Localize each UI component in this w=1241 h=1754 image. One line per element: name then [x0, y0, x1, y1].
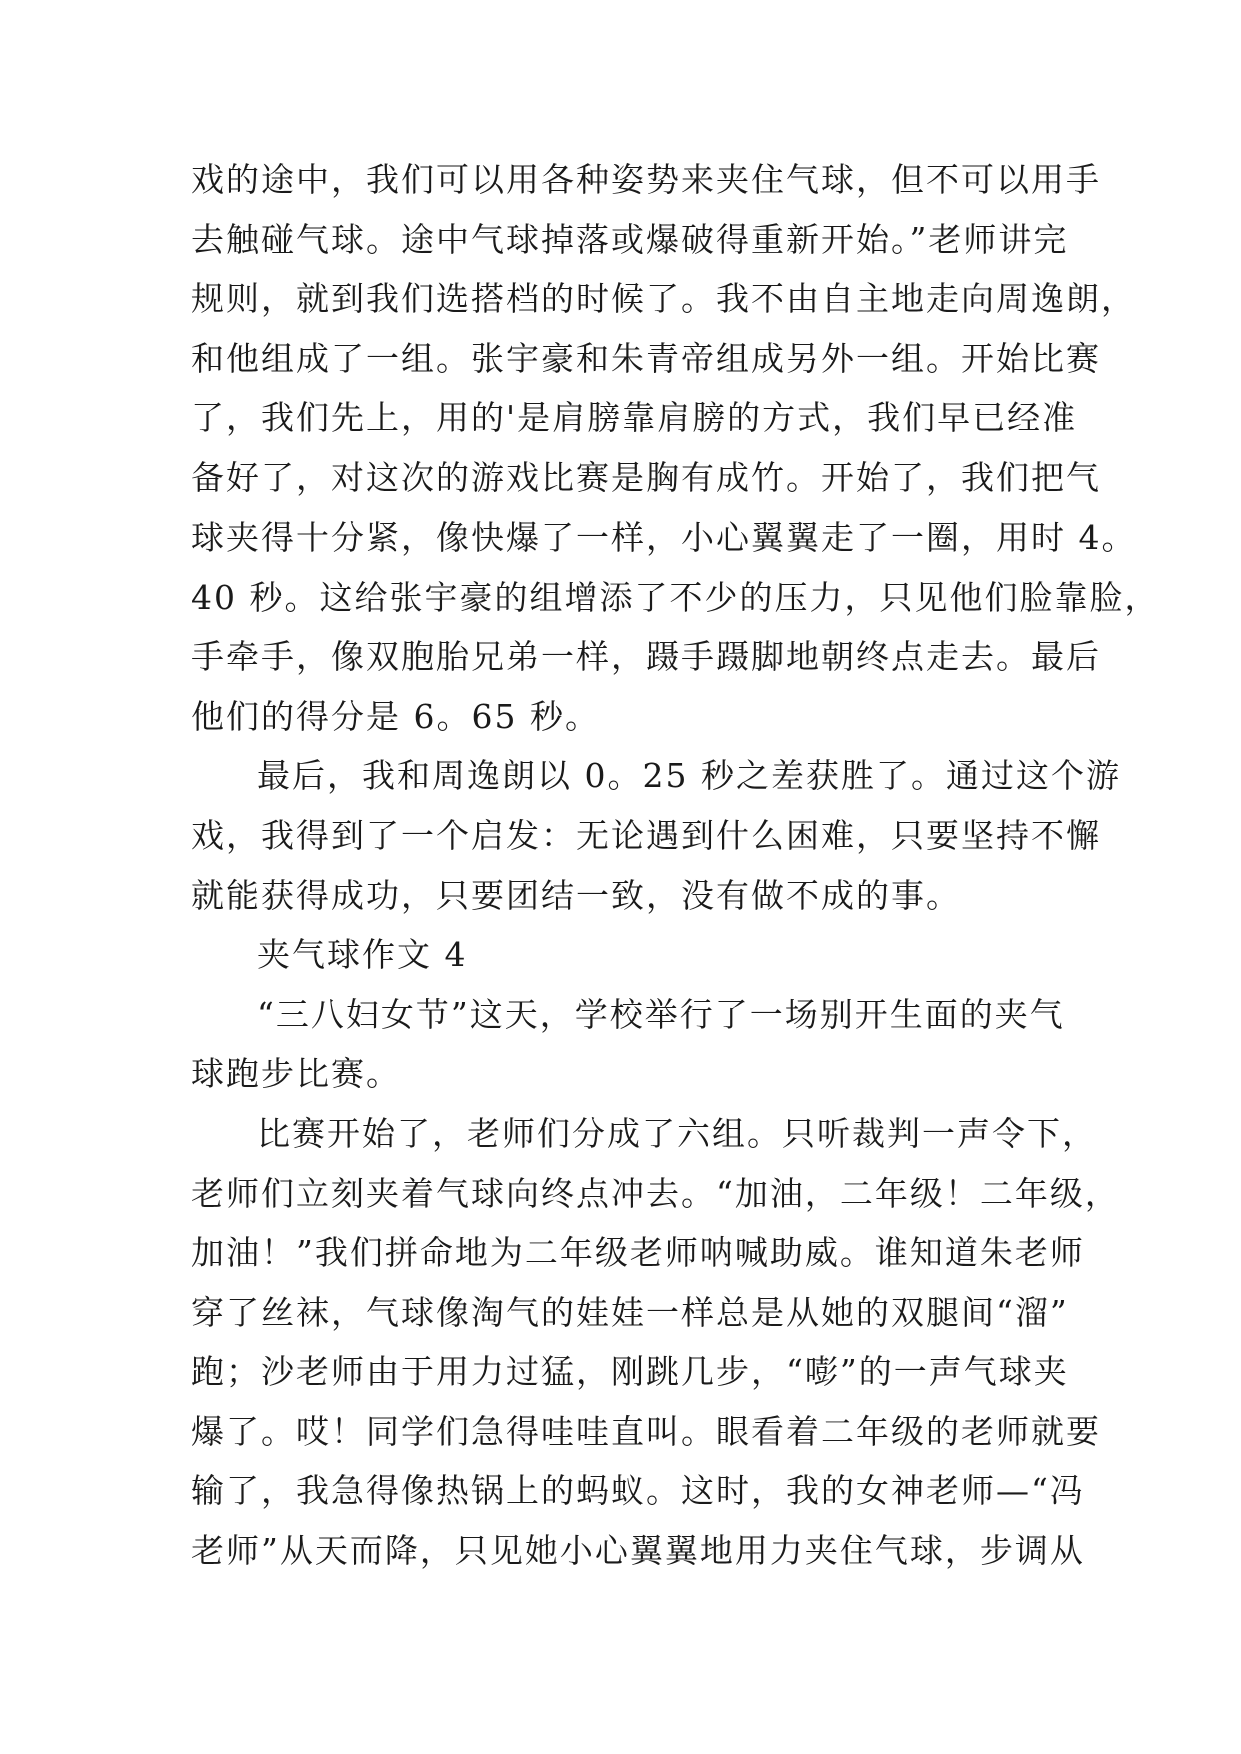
text-line: 输了，我急得像热锅上的蚂蚁。这时，我的女神老师—“冯: [191, 1471, 1085, 1510]
text-line: 备好了，对这次的游戏比赛是胸有成竹。开始了，我们把气: [191, 458, 1101, 497]
paragraph-start-line: “三八妇女节”这天，学校举行了一场别开生面的夹气: [257, 995, 1065, 1034]
text-line: 球跑步比赛。: [191, 1054, 401, 1093]
text-line: 就能获得成功，只要团结一致，没有做不成的事。: [191, 876, 961, 915]
text-line: 跑；沙老师由于用力过猛，刚跳几步，“嘭”的一声气球夹: [191, 1352, 1069, 1391]
section-heading: 夹气球作文 4: [257, 935, 468, 974]
text-line: 球夹得十分紧，像快爆了一样，小心翼翼走了一圈，用时 4。: [191, 518, 1137, 557]
text-line: 戏，我得到了一个启发：无论遇到什么困难，只要坚持不懈: [191, 816, 1101, 855]
text-line: 40 秒。这给张宇豪的组增添了不少的压力，只见他们脸靠脸，: [191, 578, 1160, 617]
text-line: 加油！”我们拼命地为二年级老师呐喊助威。谁知道朱老师: [191, 1233, 1085, 1272]
text-line: 戏的途中，我们可以用各种姿势来夹住气球，但不可以用手: [191, 160, 1101, 199]
text-line: 他们的得分是 6。65 秒。: [191, 697, 600, 736]
text-line: 爆了。哎！同学们急得哇哇直叫。眼看着二年级的老师就要: [191, 1412, 1101, 1451]
paragraph-start-line: 比赛开始了，老师们分成了六组。只听裁判一声令下，: [257, 1114, 1097, 1153]
text-line: 去触碰气球。途中气球掉落或爆破得重新开始。”老师讲完: [191, 220, 1069, 259]
text-line: 老师们立刻夹着气球向终点冲去。“加油，二年级！二年级，: [191, 1174, 1120, 1213]
text-line: 规则，就到我们选搭档的时候了。我不由自主地走向周逸朗，: [191, 279, 1136, 318]
text-line: 和他组成了一组。张宇豪和朱青帝组成另外一组。开始比赛: [191, 339, 1101, 378]
paragraph-start-line: 最后，我和周逸朗以 0。25 秒之差获胜了。通过这个游: [257, 756, 1121, 795]
text-line: 老师”从天而降，只见她小心翼翼地用力夹住气球，步调从: [191, 1531, 1085, 1570]
text-line: 手牵手，像双胞胎兄弟一样，蹑手蹑脚地朝终点走去。最后: [191, 637, 1101, 676]
text-line: 穿了丝袜，气球像淘气的娃娃一样总是从她的双腿间“溜”: [191, 1293, 1069, 1332]
text-line: 了，我们先上，用的'是肩膀靠肩膀的方式，我们早已经准: [191, 398, 1078, 437]
